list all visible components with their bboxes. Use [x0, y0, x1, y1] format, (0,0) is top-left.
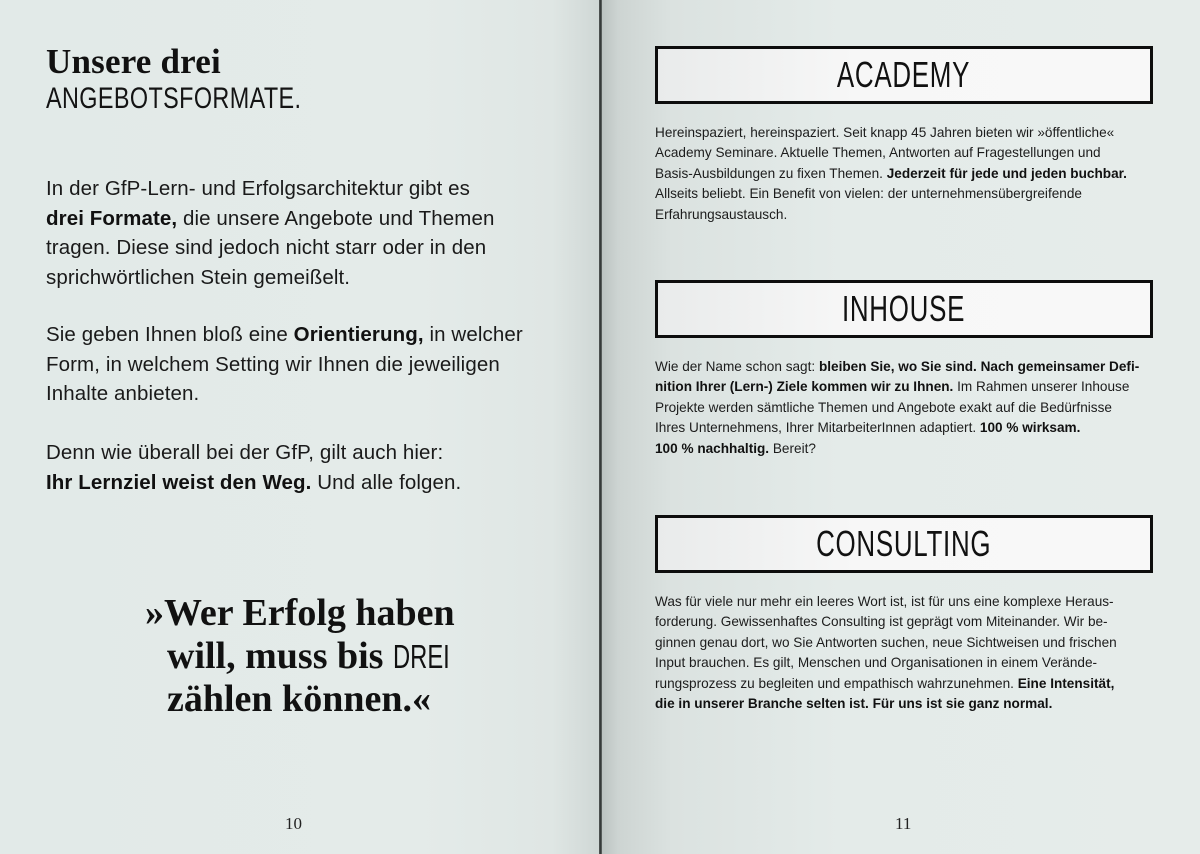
- section-label-box: [655, 280, 1153, 338]
- section-academy: [655, 46, 1153, 225]
- heading-condensed-line: ANGEBOTSFORMATE.: [46, 82, 302, 115]
- pull-quote: [145, 592, 472, 721]
- text-run: Erfahrungsaustausch.: [655, 206, 788, 222]
- text-line: [46, 468, 566, 498]
- bold-text: bleiben Sie, wo Sie sind. Nach gemeinsamer Defi-: [818, 359, 1140, 374]
- bold-text: Ihr Lernziel weist den Weg.: [46, 470, 312, 494]
- section-label: CONSULTING: [816, 523, 992, 564]
- bold-text: Jederzeit für jede und jeden buchbar.: [886, 165, 1127, 181]
- text-line: [655, 653, 1165, 673]
- section-inhouse: [655, 280, 1153, 459]
- page-heading: [46, 42, 373, 116]
- condensed-emphasis: DREI: [392, 638, 450, 675]
- section-label-box: [655, 46, 1153, 104]
- text-line: [655, 205, 1165, 225]
- text-run: ginnen genau dort, wo Sie Antworten suchen, neue Sichtweisen und frischen: [655, 634, 1117, 650]
- text-line: In der GfP-Lern- und Erfolgsarchitektur gibt es: [46, 177, 471, 200]
- section-body: [655, 357, 1165, 459]
- page-number-left: 10: [285, 814, 302, 833]
- intro-paragraph: [46, 174, 566, 292]
- bold-text: 100 % nachhaltig.: [655, 440, 770, 456]
- heading-serif-line: Unsere drei: [46, 42, 221, 81]
- text-run: Sie geben Ihnen bloß eine: [46, 323, 294, 346]
- text-line: [46, 320, 566, 350]
- text-line: [655, 612, 1165, 632]
- text-line: [655, 674, 1165, 694]
- section-label: ACADEMY: [837, 54, 971, 95]
- section-label-box: [655, 515, 1153, 573]
- text-run: Hereinspaziert, hereinspaziert. Seit knapp 45 Jahren bieten wir »öffentliche«: [655, 125, 1115, 140]
- text-run: will, muss bis: [167, 635, 393, 677]
- text-line: [655, 439, 1165, 459]
- text-run: in welcher: [423, 323, 523, 346]
- quote-line: [145, 635, 472, 678]
- bold-text: Eine Intensität,: [1017, 675, 1115, 691]
- text-line: Denn wie überall bei der GfP, gilt auch hier:: [46, 441, 444, 464]
- text-run: Und alle folgen.: [311, 470, 462, 494]
- text-run: Bereit?: [769, 440, 816, 456]
- text-line: [655, 184, 1165, 204]
- text-line: tragen. Diese sind jedoch nicht starr oder in den: [46, 236, 487, 259]
- section-body: [655, 123, 1165, 225]
- goal-paragraph: [46, 438, 566, 497]
- section-body: [655, 592, 1165, 714]
- text-line: [655, 633, 1165, 653]
- text-line: [655, 592, 1165, 612]
- quote-line: zählen können.«: [167, 678, 431, 720]
- text-line: Form, in welchem Setting wir Ihnen die jeweiligen: [46, 352, 500, 376]
- text-line: [655, 694, 1165, 714]
- text-run: die unsere Angebote und Themen: [177, 206, 495, 230]
- text-run: Wie der Name schon sagt:: [655, 359, 819, 374]
- section-consulting: [655, 515, 1153, 714]
- text-run: rungsprozess zu begleiten und empathisch wahrzunehmen.: [655, 675, 1018, 691]
- text-line: [655, 143, 1165, 163]
- text-line: [655, 418, 1165, 438]
- section-label: INHOUSE: [842, 288, 966, 329]
- text-line: [655, 123, 1165, 143]
- orientation-paragraph: [46, 320, 566, 409]
- bold-text: die in unserer Branche selten ist. Für uns ist sie ganz normal.: [655, 696, 1053, 712]
- text-line: [655, 398, 1165, 418]
- text-line: sprichwörtlichen Stein gemeißelt.: [46, 265, 351, 289]
- text-run: Was für viele nur mehr ein leeres Wort ist, ist für uns eine komplexe Heraus-: [655, 594, 1114, 609]
- bold-text: 100 % wirksam.: [979, 420, 1081, 436]
- text-run: Projekte werden sämtliche Themen und Angebote exakt auf die Bedürfnisse: [655, 399, 1112, 415]
- text-run: forderung. Gewissenhaftes Consulting ist geprägt vom Miteinander. Wir be-: [655, 614, 1108, 630]
- text-run: Ihres Unternehmens, Ihrer MitarbeiterInnen adaptiert.: [655, 420, 980, 436]
- text-run: Basis-Ausbildungen zu fixen Themen.: [655, 165, 887, 181]
- text-run: Im Rahmen unserer Inhouse: [953, 379, 1130, 395]
- text-line: [46, 204, 566, 234]
- book-gutter: [599, 0, 602, 854]
- text-run: Allseits beliebt. Ein Benefit von vielen: der unternehmensübergreifende: [655, 186, 1082, 202]
- text-run: Input brauchen. Es gilt, Menschen und Organisationen in einem Verände-: [655, 655, 1098, 671]
- bold-text: Orientierung,: [293, 323, 424, 346]
- page-number-right: 11: [895, 814, 912, 833]
- text-line: [655, 357, 1165, 377]
- bold-text: nition Ihrer (Lern-) Ziele kommen wir zu Ihnen.: [655, 379, 954, 395]
- text-line: [655, 377, 1165, 397]
- text-run: Academy Seminare. Aktuelle Themen, Antworten auf Fragestellungen und: [655, 145, 1101, 161]
- quote-line: »Wer Erfolg haben: [145, 592, 455, 634]
- text-line: [655, 164, 1165, 184]
- text-line: Inhalte anbieten.: [46, 382, 200, 405]
- bold-text: drei Formate,: [46, 206, 178, 230]
